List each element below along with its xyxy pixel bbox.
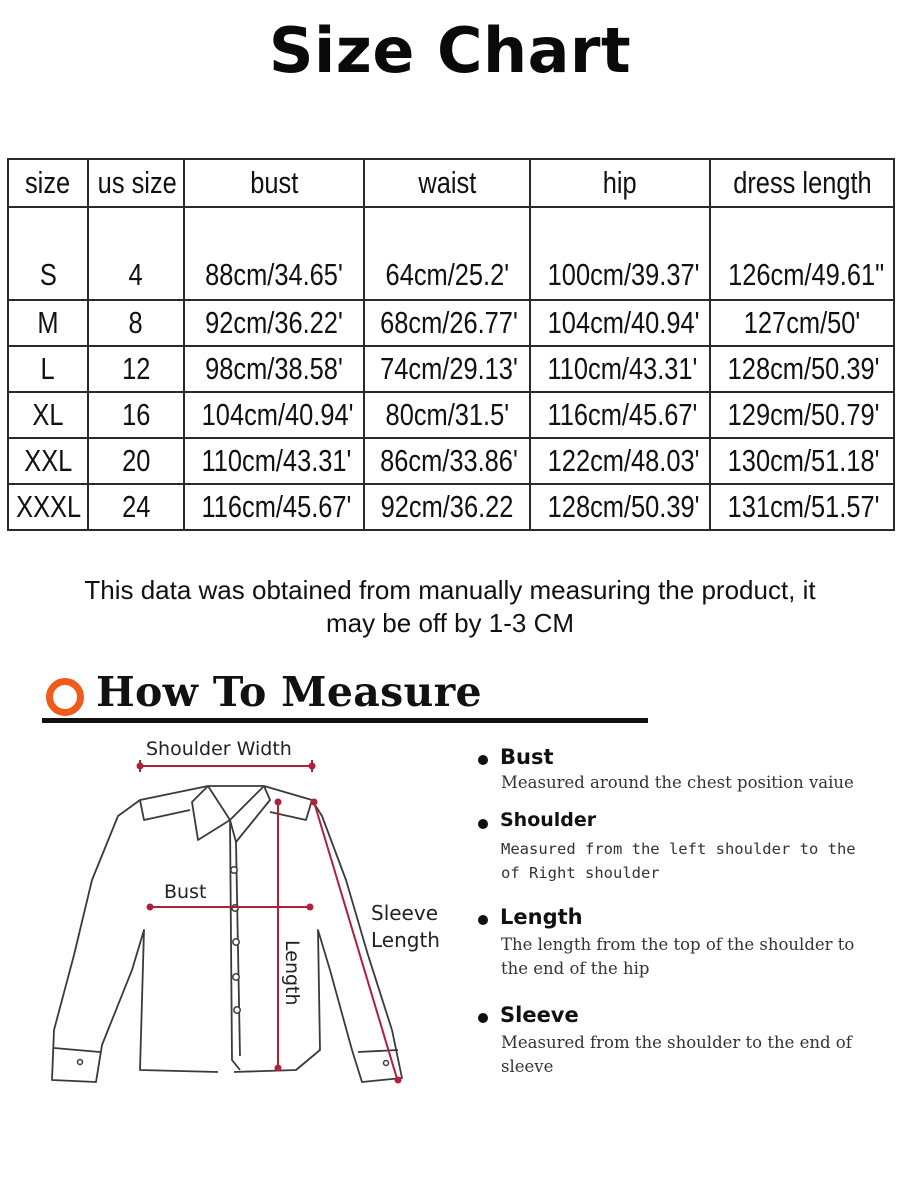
table-cell: 131cm/51.57'	[710, 484, 894, 530]
column-header-bust: bust	[184, 159, 364, 207]
table-cell: 92cm/36.22'	[184, 300, 364, 346]
measure-point	[310, 764, 315, 769]
shirt-outline-icon	[52, 786, 402, 1082]
table-cell: 104cm/40.94'	[184, 392, 364, 438]
table-row	[8, 346, 894, 392]
column-header-size: size	[8, 159, 88, 207]
legend-item-title: Length	[500, 905, 583, 929]
heading-underline	[42, 718, 648, 723]
measure-point	[276, 800, 281, 805]
table-cell: 127cm/50'	[710, 300, 894, 346]
table-cell: 104cm/40.94'	[530, 300, 710, 346]
bullet-icon	[478, 1013, 488, 1023]
table-cell: 130cm/51.18'	[710, 438, 894, 484]
sleeve-length-label: Length	[371, 928, 440, 952]
table-cell: 128cm/50.39'	[530, 484, 710, 530]
section-heading: How To Measure	[96, 668, 482, 716]
measure-point	[276, 1066, 281, 1071]
bullet-icon	[478, 915, 488, 925]
table-cell: 110cm/43.31'	[530, 346, 710, 392]
measure-point	[312, 800, 317, 805]
table-header-row	[8, 159, 894, 207]
note-line: This data was obtained from manually measuring the product, it	[84, 575, 816, 605]
length-label: Length	[281, 940, 303, 1006]
table-cell: 8	[88, 300, 184, 346]
table-row	[8, 300, 894, 346]
circle-bullet-icon	[46, 678, 84, 716]
measurement-note	[0, 574, 900, 640]
column-header-waist: waist	[364, 159, 530, 207]
table-cell: 16	[88, 392, 184, 438]
table-row	[8, 438, 894, 484]
bullet-icon	[478, 755, 488, 765]
bust-label: Bust	[164, 881, 207, 903]
table-row	[8, 207, 894, 300]
table-cell: XXL	[8, 438, 88, 484]
measure-point	[396, 1078, 401, 1083]
table-cell: XL	[8, 392, 88, 438]
table-cell: 126cm/49.61"	[710, 207, 894, 300]
table-cell: 128cm/50.39'	[710, 346, 894, 392]
table-cell: 129cm/50.79'	[710, 392, 894, 438]
legend-item-title: Bust	[500, 745, 554, 769]
table-cell: 100cm/39.37'	[530, 207, 710, 300]
table-cell: 74cm/29.13'	[364, 346, 530, 392]
table-cell: 122cm/48.03'	[530, 438, 710, 484]
table-cell: L	[8, 346, 88, 392]
column-header-dress-length: dress length	[710, 159, 894, 207]
table-cell: 116cm/45.67'	[530, 392, 710, 438]
measure-point	[138, 764, 143, 769]
table-cell: 20	[88, 438, 184, 484]
shoulder-width-label: Shoulder Width	[146, 738, 292, 760]
size-table	[7, 158, 895, 531]
page-title: Size Chart	[268, 14, 632, 87]
how-to-measure-header	[42, 668, 662, 728]
shirt-diagram	[40, 730, 460, 1110]
measurement-lines	[138, 760, 401, 1083]
table-cell: 86cm/33.86'	[364, 438, 530, 484]
table-cell: 64cm/25.2'	[364, 207, 530, 300]
table-cell: 24	[88, 484, 184, 530]
legend-item-desc: The length from the top of the shoulder to the end of the hip	[501, 935, 855, 978]
measure-point	[148, 905, 153, 910]
table-cell: XXXL	[8, 484, 88, 530]
legend-item-desc: Measured from the shoulder to the end of sleeve	[501, 1033, 852, 1076]
table-cell: 80cm/31.5'	[364, 392, 530, 438]
table-cell: 88cm/34.65'	[184, 207, 364, 300]
table-cell: S	[8, 207, 88, 300]
measure-point	[308, 905, 313, 910]
table-row	[8, 392, 894, 438]
table-cell: 116cm/45.67'	[184, 484, 364, 530]
column-header-us-size: us size	[88, 159, 184, 207]
table-cell: 12	[88, 346, 184, 392]
note-line: may be off by 1-3 CM	[325, 608, 575, 638]
sleeve-label: Sleeve	[371, 901, 439, 925]
legend-item-title: Shoulder	[500, 809, 597, 831]
legend-item-title: Sleeve	[500, 1003, 579, 1027]
bullet-icon	[478, 819, 488, 829]
table-cell: M	[8, 300, 88, 346]
table-cell: 110cm/43.31'	[184, 438, 364, 484]
table-cell: 92cm/36.22	[364, 484, 530, 530]
column-header-hip: hip	[530, 159, 710, 207]
table-cell: 4	[88, 207, 184, 300]
legend-item-desc: Measured from the left shoulder to the of Right shoulder	[501, 840, 856, 882]
legend-item-desc: Measured around the chest position vaiue	[501, 773, 854, 792]
table-cell: 68cm/26.77'	[364, 300, 530, 346]
table-row	[8, 484, 894, 530]
table-cell: 98cm/38.58'	[184, 346, 364, 392]
